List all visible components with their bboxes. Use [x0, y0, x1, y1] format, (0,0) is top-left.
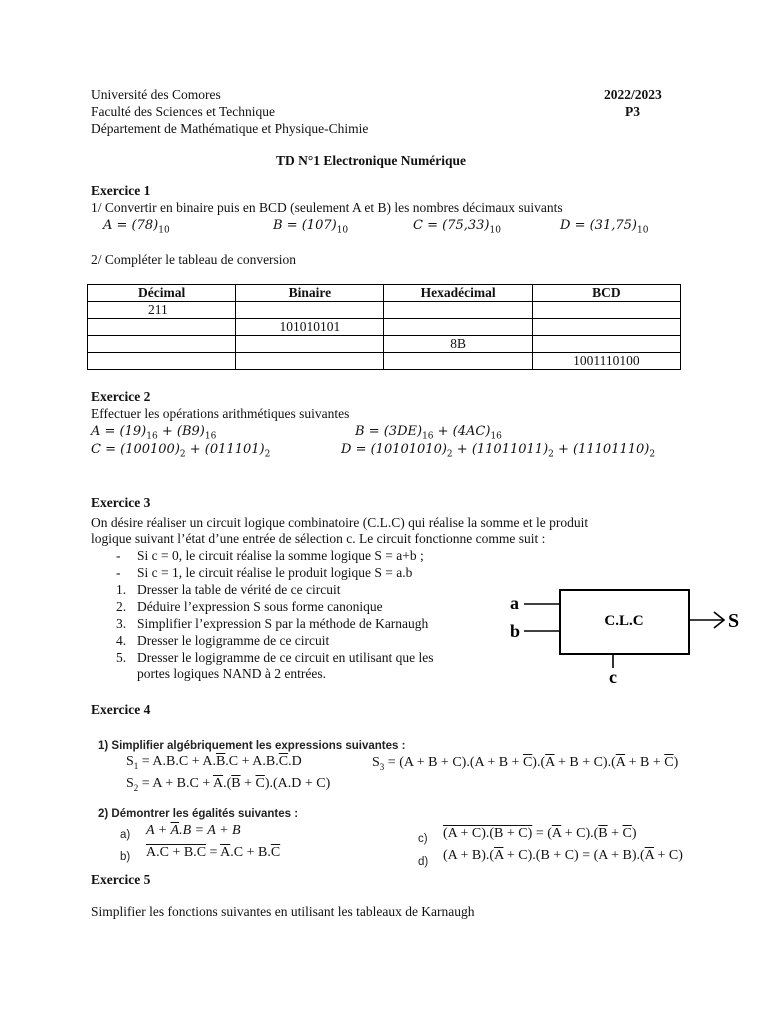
- ex3-step-number: 5.: [116, 650, 127, 665]
- col-decimal: Décimal: [88, 285, 236, 302]
- table-cell: [384, 302, 532, 319]
- table-cell: [236, 302, 384, 319]
- col-bcd: BCD: [532, 285, 680, 302]
- department-name: Département de Mathématique et Physique-Chimie: [91, 121, 369, 136]
- ex3-heading: Exercice 3: [91, 495, 151, 510]
- level: P3: [625, 104, 640, 119]
- ex1-heading: Exercice 1: [91, 183, 151, 198]
- ex3-step-number: 1.: [116, 582, 127, 597]
- table-cell: 1001110100: [532, 353, 680, 370]
- ex4-label-a: a): [120, 829, 131, 841]
- input-a-label: a: [510, 593, 519, 613]
- ex3-step-number: 3.: [116, 616, 127, 631]
- table-cell: 211: [88, 302, 236, 319]
- ex3-step-5: Dresser le logigramme de ce circuit en utilisant que les: [137, 650, 434, 665]
- conversion-table: [87, 284, 681, 370]
- table-cell: 8B: [384, 336, 532, 353]
- ex5-heading: Exercice 5: [91, 872, 151, 887]
- ex4-label-b: b): [120, 851, 131, 863]
- ex3-line-2: logique suivant l’état d’une entrée de sélection c. Le circuit fonctionne comme suit :: [91, 531, 546, 546]
- ex2-op-b: $B = (3DE)_{16} + (4AC)_{16}$: [355, 424, 502, 442]
- university-name: Université des Comores: [91, 87, 221, 102]
- ex4-label-d: d): [418, 856, 429, 868]
- faculty-name: Faculté des Sciences et Technique: [91, 104, 275, 119]
- ex1-number-d: $D = (31,75)_{10}$: [560, 218, 649, 236]
- clc-diagram: [500, 582, 750, 687]
- ex3-bullet-1: Si c = 0, le circuit réalise la somme logique S = a+b ;: [137, 548, 424, 563]
- table-cell: [88, 336, 236, 353]
- ex2-heading: Exercice 2: [91, 389, 151, 404]
- page-title: TD N°1 Electronique Numérique: [276, 153, 467, 168]
- ex1-number-a: $A = (78)_{10}$: [103, 218, 170, 236]
- ex3-step-1: Dresser la table de vérité de ce circuit: [137, 582, 341, 597]
- ex4-eq-b: $A.C + B.C = \overline{A}.C + B.\overline{C}$: [146, 845, 281, 860]
- ex4-eq-a: $A + \overline{A}.B = A + B$: [146, 823, 241, 838]
- col-binary: Binaire: [236, 285, 384, 302]
- table-cell: [236, 336, 384, 353]
- table-cell: 101010101: [236, 319, 384, 336]
- table-cell: [384, 319, 532, 336]
- ex4-question-1: 1) Simplifier algébriquement les expressions suivantes :: [98, 740, 406, 752]
- table-cell: [384, 353, 532, 370]
- ex3-line-1: On désire réaliser un circuit logique combinatoire (C.L.C) qui réalise la somme et le produit: [91, 515, 589, 530]
- ex4-s2: $S_2 = A + B.C + \overline{A}.(\overline{B} + \overline{C}).(A.D + C)$: [126, 776, 331, 793]
- table-cell: [532, 319, 680, 336]
- ex4-s3: $S_3 = (A + B + C).(A + B + \overline{C}).(\overline{A} + B + C).(\overline{A} + B + \overline{C})$: [372, 755, 679, 772]
- ex2-op-a: $A = (19)_{16} + (B9)_{16}$: [91, 424, 217, 442]
- ex3-bullet-dash: -: [116, 565, 121, 580]
- ex4-question-2: 2) Démontrer les égalités suivantes :: [98, 808, 299, 820]
- ex5-text: Simplifier les fonctions suivantes en utilisant les tableaux de Karnaugh: [91, 904, 475, 919]
- table-cell: [532, 336, 680, 353]
- table-row: [88, 302, 681, 319]
- academic-year: 2022/2023: [604, 87, 662, 102]
- table-header-row: [88, 285, 681, 302]
- ex1-question-2: 2/ Compléter le tableau de conversion: [91, 252, 297, 267]
- ex1-number-b: $B = (107)_{10}$: [273, 218, 349, 236]
- ex3-step-number: 2.: [116, 599, 127, 614]
- ex4-heading: Exercice 4: [91, 702, 151, 717]
- ex4-eq-d: $(A + B).(\overline{A} + C).(B + C) = (A + B).(\overline{A} + C)$: [443, 848, 683, 863]
- ex3-step-4: Dresser le logigramme de ce circuit: [137, 633, 330, 648]
- col-hex: Hexadécimal: [384, 285, 532, 302]
- table-cell: [88, 353, 236, 370]
- ex4-eq-c: $(A + C).(B + C) = (\overline{A} + C).(\overline{B} + \overline{C})$: [443, 826, 637, 841]
- ex2-op-d: $D = (10101010)_2 + (11011011)_2 + (11101110)_2$: [341, 442, 656, 460]
- clc-label: C.L.C: [604, 613, 644, 629]
- ex3-step-5-cont: portes logiques NAND à 2 entrées.: [137, 666, 326, 681]
- table-cell: [532, 302, 680, 319]
- table-cell: [88, 319, 236, 336]
- ex1-number-c: $C = (75,33)_{10}$: [413, 218, 501, 236]
- input-b-label: b: [510, 621, 521, 641]
- ex3-bullet-2: Si c = 1, le circuit réalise le produit logique S = a.b: [137, 565, 413, 580]
- input-c-label: c: [609, 667, 617, 687]
- table-row: [88, 336, 681, 353]
- ex4-label-c: c): [418, 833, 428, 845]
- ex3-step-2: Déduire l’expression S sous forme canonique: [137, 599, 383, 614]
- table-row: [88, 353, 681, 370]
- output-s-label: S: [728, 610, 740, 632]
- ex3-step-number: 4.: [116, 633, 127, 648]
- table-row: [88, 319, 681, 336]
- ex4-s1: $S_1 = A.B.C + A.\overline{B}.C + A.B.\overline{C}.D$: [126, 754, 302, 771]
- ex1-question-1: 1/ Convertir en binaire puis en BCD (seulement A et B) les nombres décimaux suivants: [91, 200, 563, 215]
- ex3-step-3: Simplifier l’expression S par la méthode de Karnaugh: [137, 616, 429, 631]
- ex2-intro: Effectuer les opérations arithmétiques suivantes: [91, 406, 350, 421]
- ex3-bullet-dash: -: [116, 548, 121, 563]
- table-cell: [236, 353, 384, 370]
- ex2-op-c: $C = (100100)_2 + (011101)_2$: [91, 442, 271, 460]
